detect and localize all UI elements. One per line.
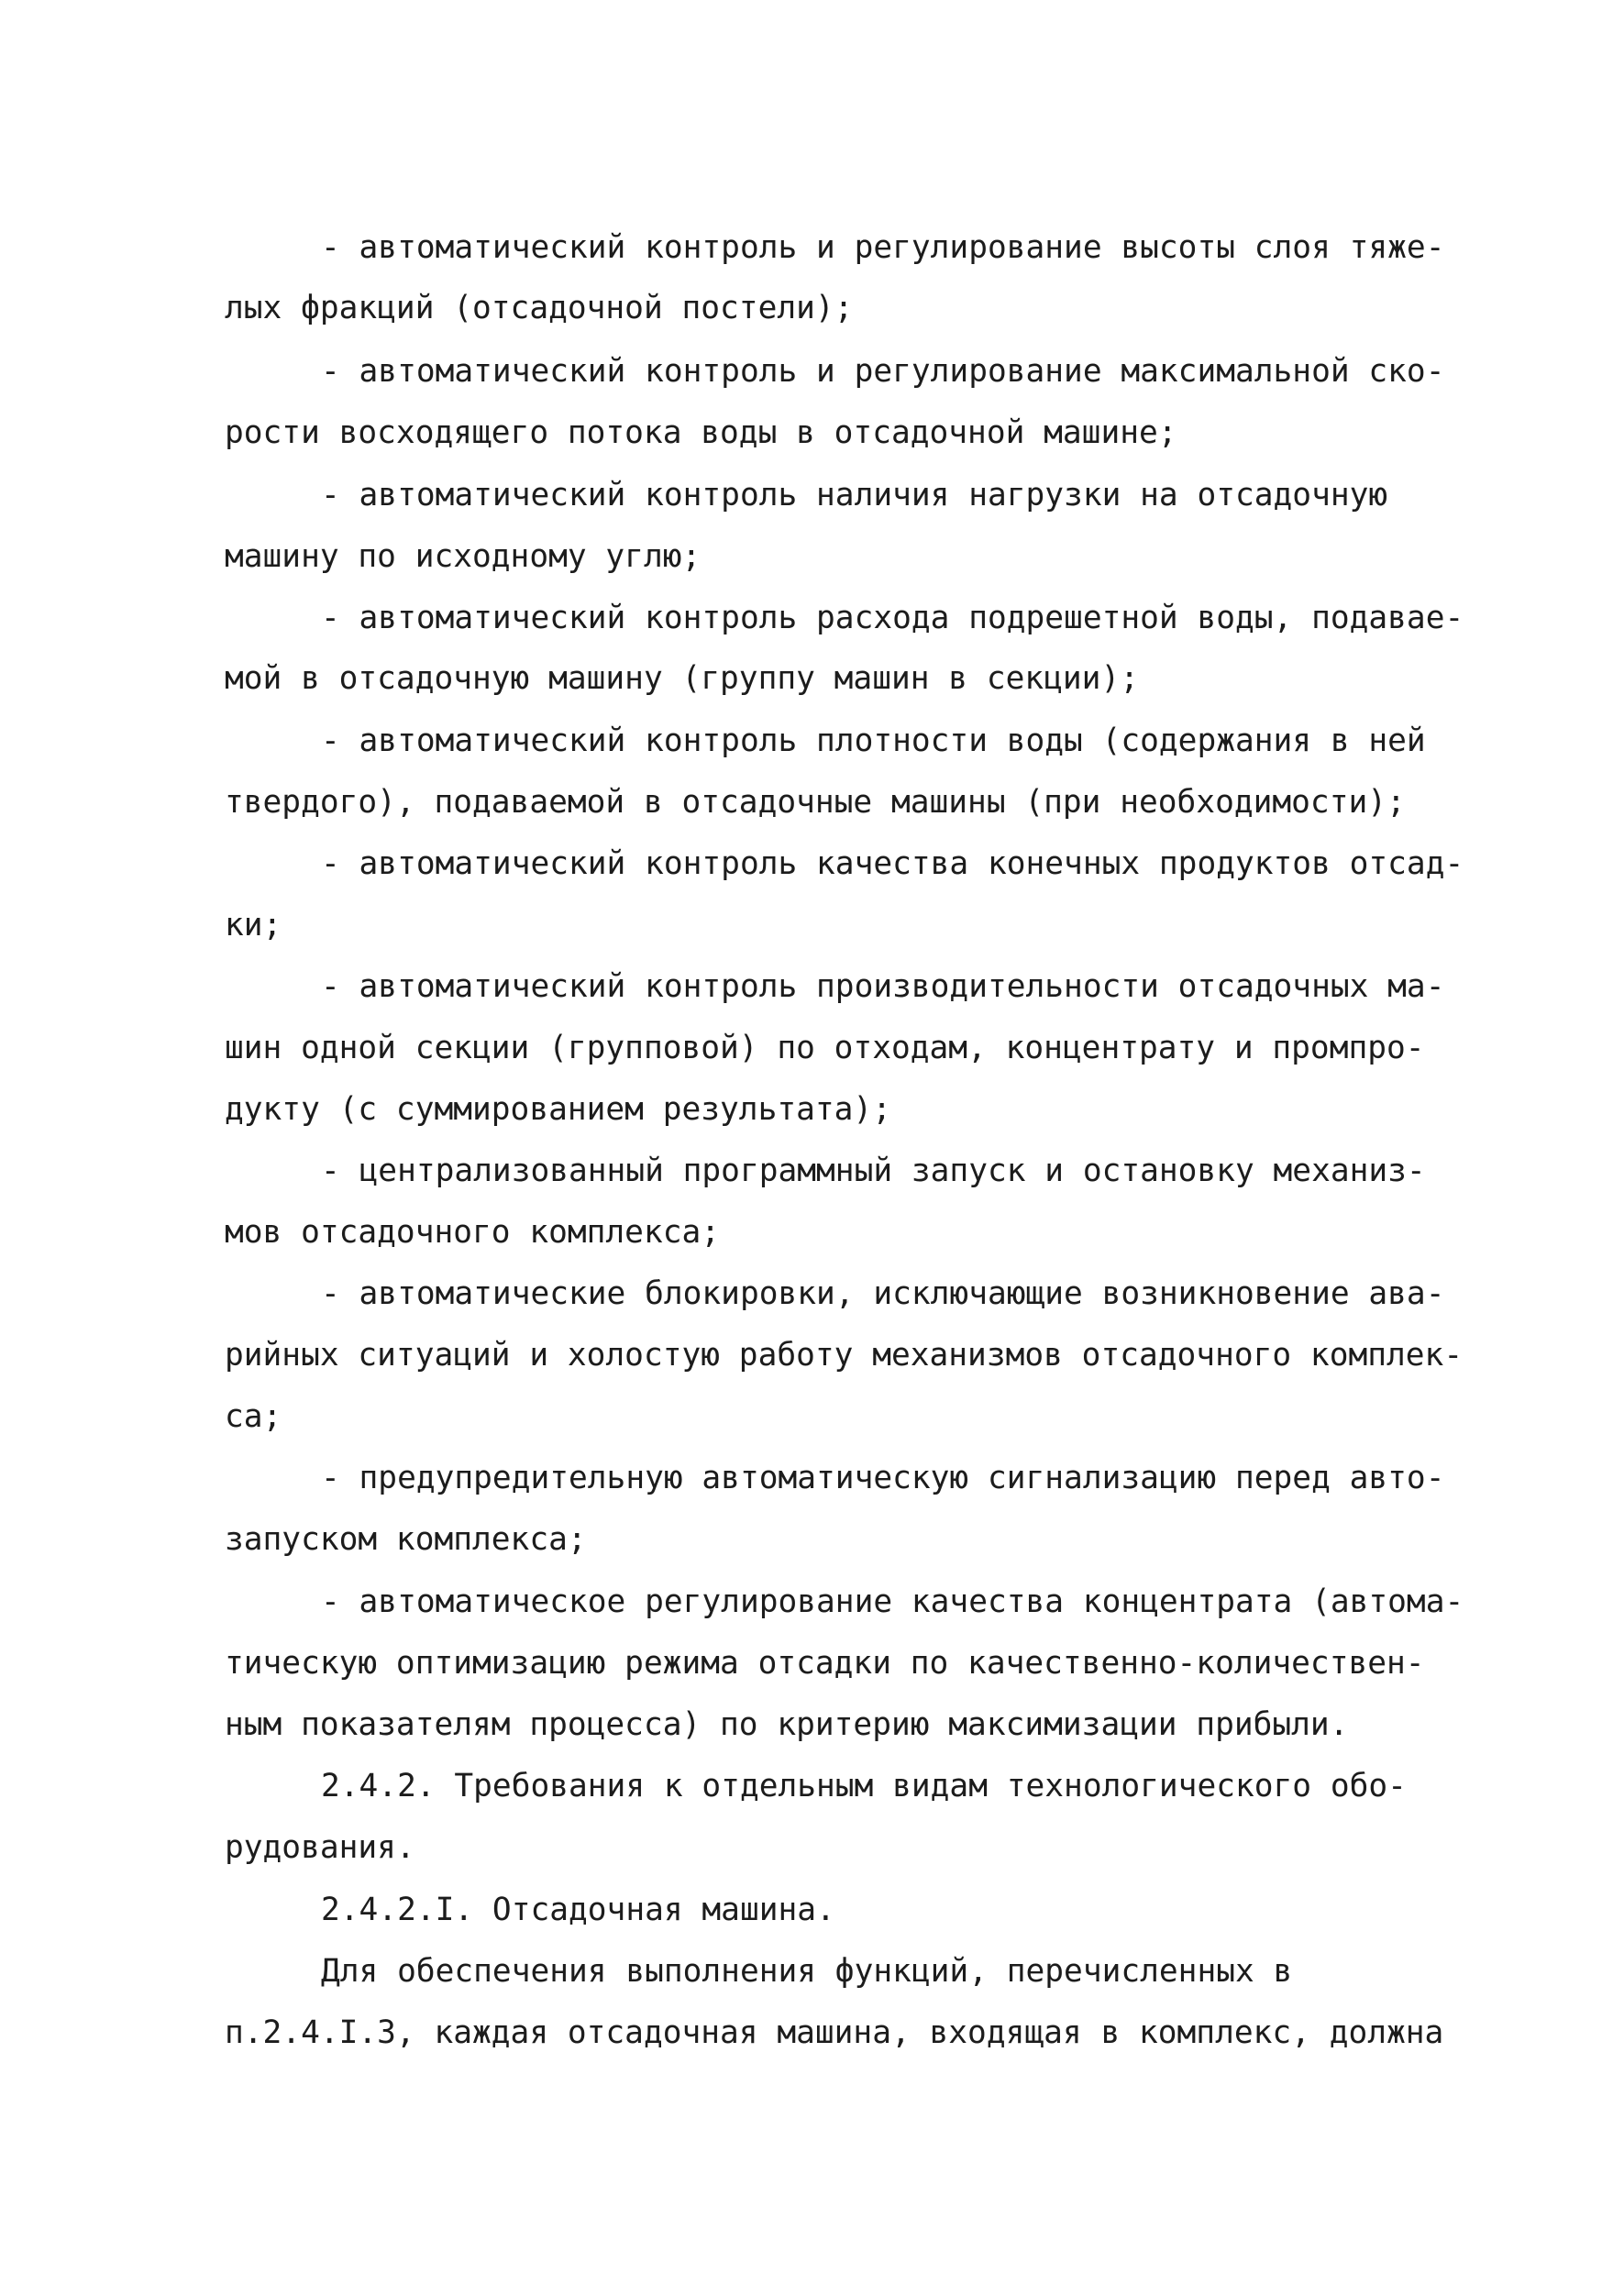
text-line: мов отсадочного комплекса; — [225, 1214, 721, 1251]
text-line: - автоматическое регулирование качества концентрата (автома- — [321, 1583, 1464, 1620]
text-line: - предупредительную автоматическую сигнализацию перед авто- — [321, 1460, 1445, 1496]
text-line: Для обеспечения выполнения функций, перечисленных в — [321, 1953, 1293, 1990]
text-line: машину по исходному углю; — [225, 538, 702, 575]
text-line: - автоматический контроль и регулирование высоты слоя тяже- — [321, 229, 1445, 266]
text-line: - автоматические блокировки, исключающие возникновение ава- — [321, 1275, 1445, 1312]
text-line: - автоматический контроль плотности воды (содержания в ней — [321, 723, 1426, 759]
text-line: - централизованный программный запуск и остановку механиз- — [321, 1153, 1426, 1189]
text-line: са; — [225, 1398, 282, 1435]
text-line: - автоматический контроль производительности отсадочных ма- — [321, 968, 1445, 1005]
text-line: лых фракций (отсадочной постели); — [225, 290, 854, 326]
text-line: запуском комплекса; — [225, 1521, 587, 1558]
text-line: ным показателям процесса) по критерию максимизации прибыли. — [225, 1706, 1349, 1743]
text-line: - автоматический контроль наличия нагрузки на отсадочную — [321, 477, 1388, 513]
text-line: ки; — [225, 907, 282, 943]
text-line: тическую оптимизацию режима отсадки по качественно-количествен- — [225, 1645, 1425, 1682]
text-line: - автоматический контроль качества конечных продуктов отсад- — [321, 845, 1464, 882]
text-line: п.2.4.I.3, каждая отсадочная машина, входящая в комплекс, должна — [225, 2014, 1444, 2051]
text-line: рийных ситуаций и холостую работу механизмов отсадочного комплек- — [225, 1337, 1464, 1374]
text-line: мой в отсадочную машину (группу машин в секции); — [225, 660, 1139, 697]
section-heading: 2.4.2. Требования к отдельным видам технологического обо- — [321, 1768, 1407, 1804]
text-line: - автоматический контроль расхода подрешетной воды, подавае- — [321, 600, 1464, 636]
subsection-heading: 2.4.2.I. Отсадочная машина. — [321, 1892, 835, 1928]
text-line: шин одной секции (групповой) по отходам, концентрату и промпро- — [225, 1030, 1425, 1066]
section-heading: рудования. — [225, 1829, 415, 1866]
text-line: рости восходящего потока воды в отсадочной машине; — [225, 414, 1177, 451]
text-line: - автоматический контроль и регулирование максимальной ско- — [321, 353, 1445, 390]
text-line: твердого), подаваемой в отсадочные машины (при необходимости); — [225, 784, 1406, 821]
text-line: дукту (с суммированием результата); — [225, 1091, 891, 1128]
